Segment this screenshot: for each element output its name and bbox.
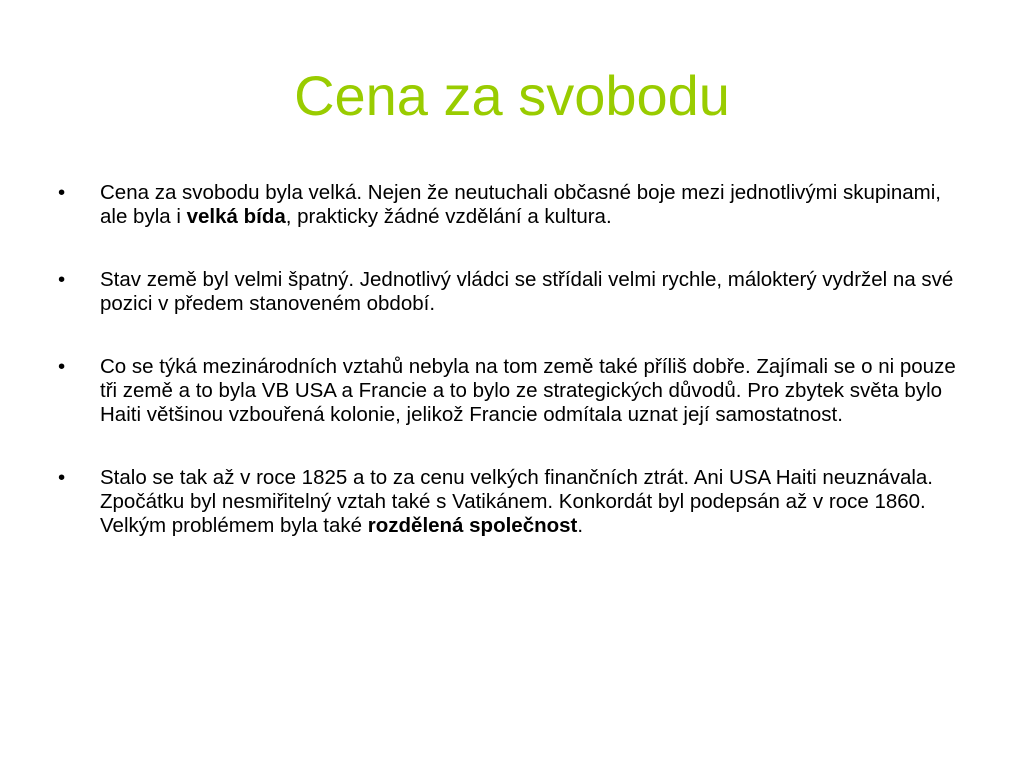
text-run: . [577,514,584,537]
text-run: Stalo se tak až v roce 1825 a to za cenu velkých finančních ztrát. Ani USA Haiti neuznávala. Zpočátku byl nesmiřitelný vztah také s Vatikánem. Konkordát byl podepsán až v roce 1860. Velkým problémem byla také [100,466,933,537]
bullet-text [100,268,953,315]
bold-text-run: velká bída [186,205,286,228]
bullet-item-3 [58,355,958,427]
bullet-list [58,181,958,577]
bullet-text [100,181,941,228]
bullet-marker: • [58,355,66,378]
bullet-marker: • [58,268,66,291]
bullet-text [100,355,956,426]
bullet-item-2 [58,268,958,316]
bullet-item-4 [58,466,958,538]
text-run: Cena za svobodu byla velká. Nejen že neutuchali občasné boje mezi jednotlivými skupinami, ale byla i [100,181,941,228]
text-run: , prakticky žádné vzdělání a kultura. [285,205,612,228]
bullet-text [100,466,933,537]
bullet-marker: • [58,466,66,489]
bullet-marker: • [58,181,66,204]
slide-title: Cena za svobodu [294,64,730,127]
text-run: Co se týká mezinárodních vztahů nebyla na tom země také příliš dobře. Zajímali se o ni pouze tři země a to byla VB USA a Francie a to bylo ze strategických důvodů. Pro zbytek světa bylo Haiti většinou vzbouřená kolonie, jelikož Francie odmítala uznat její samostatnost. [100,355,956,426]
text-run: Stav země byl velmi špatný. Jednotlivý vládci se střídali velmi rychle, málokterý vydržel na své pozici v předem stanoveném období. [100,268,954,315]
bold-text-run: rozdělená společnost [367,514,578,537]
bullet-item-1 [58,181,958,229]
